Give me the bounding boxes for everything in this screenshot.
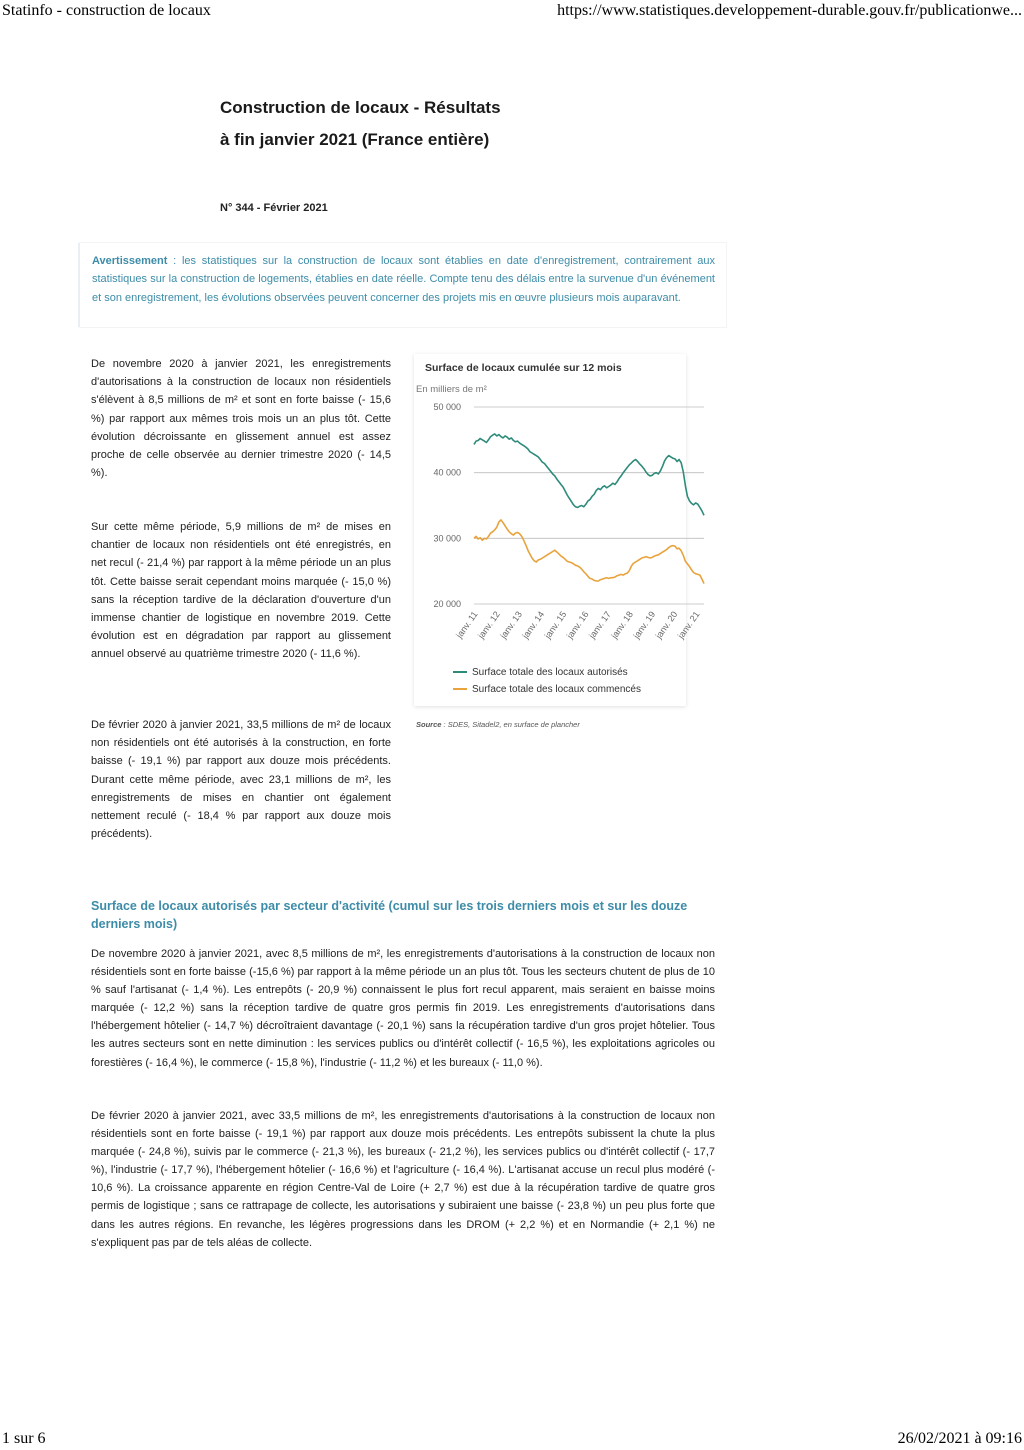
column-paragraph-3: De février 2020 à janvier 2021, 33,5 millions de m² de locaux non résidentiels ont été autorisés à la construction, en forte baisse (- 19,1 %) par rapport aux douze mois précédents. Durant cette même période, avec 23,1 millions de m², les enregistrements de mises en chantier ont également nettement reculé (- 18,4 % par rapport aux douze mois précédents). — [91, 719, 391, 841]
y-tick-label: 20 000 — [433, 599, 461, 609]
x-tick-label: janv. 12 — [475, 609, 502, 641]
page-url-header: https://www.statistiques.developpement-durable.gouv.fr/publicationwe... — [557, 2, 1022, 19]
legend-label-autorises: Surface totale des locaux autorisés — [472, 667, 628, 678]
legend-swatch-autorises — [453, 671, 467, 673]
x-tick-label: janv. 11 — [454, 609, 480, 640]
legend-swatch-commences — [453, 688, 467, 690]
warning-box — [80, 243, 726, 327]
x-tick-label: janv. 21 — [675, 609, 702, 641]
document-title-line1: Construction de locaux - Résultats — [220, 98, 501, 117]
x-tick-label: janv. 18 — [609, 609, 636, 641]
y-tick-label: 30 000 — [433, 533, 461, 544]
column-paragraph-2: Sur cette même période, 5,9 millions de m² de mises en chantier de locaux non résidentiels ont été enregistrés, en net recul (- 21,4 %) par rapport à la même période un an plus tôt. Cette baisse serait cependant moins marquée (- 15,0 %) sans la réception tardive de la déclaration d'ouverture d'un immense chantier de logistique en novembre 2019. Cette évolution est en dégradation par rapport au glissement annuel observé au quatrième trimestre 2020 (- 11,6 %). — [91, 521, 391, 661]
x-tick-label: janv. 13 — [498, 609, 525, 641]
series-line-commences — [474, 520, 704, 584]
document-title — [220, 92, 640, 156]
page-count-footer: 1 sur 6 — [2, 1430, 46, 1447]
x-tick-label: janv. 20 — [653, 609, 680, 641]
chart-source — [416, 720, 580, 729]
warning-label: Avertissement — [92, 255, 168, 267]
chart-y-axis-unit: En milliers de m² — [416, 384, 487, 395]
section-heading: Surface de locaux autorisés par secteur d'activité (cumul sur les trois derniers mois et sur les douze derniers mois) — [91, 899, 688, 931]
document-title-line2: à fin janvier 2021 (France entière) — [220, 130, 490, 149]
section-paragraph-1: De novembre 2020 à janvier 2021, avec 8,5 millions de m², les enregistrements d'autorisations à la construction de locaux non résidentiels sont en forte baisse (-15,6 %) par rapport à la même période un an plus tôt. Tous les secteurs chutent de plus de 10 % sauf l'artisanat (- 1,4 %). Les entrepôts (- 20,9 %) connaissent le plus fort recul apparent, mais seraient en baisse moins marquée (- 12,2 %) sans la réception tardive de quatre gros permis fin 2019. Les enregistrements d'autorisations dans l'hébergement hôtelier (- 14,7 %) décroîtraient davantage (- 20,1 %) sans la récupération tardive d'un gros projet hôtelier. Tous les autres secteurs sont en nette diminution : les services publics ou d'intérêt collectif (- 16,5 %), les exploitations agricoles ou forestières (- 16,4 %), le commerce (- 15,8 %), l'industrie (- 11,2 %) et les bureaux (- 11,0 %). — [91, 948, 715, 1069]
x-tick-label: janv. 15 — [542, 609, 569, 641]
chart-source-text: : SDES, Sitadel2, en surface de plancher — [441, 720, 580, 729]
legend-label-commences: Surface totale des locaux commencés — [472, 684, 641, 695]
legend-item-autorises — [453, 667, 628, 678]
section-paragraph-2: De février 2020 à janvier 2021, avec 33,5 millions de m², les enregistrements d'autorisations à la construction de locaux non résidentiels sont en forte baisse (- 19,1 %) par rapport aux douze mois précédents. Les entrepôts subissent la chute la plus marquée (- 24,8 %), suivis par le commerce (- 21,3 %), les bureaux (- 21,2 %), les services publics ou d'intérêt collectif (- 17,7 %), l'industrie (- 17,7 %), l'hébergement hôtelier (- 16,6 %) et l'agriculture (- 16,4 %). L'artisanat accuse un recul plus modéré (- 10,6 %). La croissance apparente en région Centre-Val de Loire (+ 2,7 %) est due à la récupération tardive de quatre gros permis de logistique ; sans ce rattrapage de collecte, les autorisations y subiraient une baisse (- 23,8 %) un peu plus forte que dans les autres régions. En revanche, les légères progressions dans les DROM (+ 2,2 %) et en Normandie (+ 2,1 %) ne s'expliquent pas par de tels aléas de collecte. — [91, 1110, 715, 1249]
line-chart — [410, 390, 710, 690]
x-tick-label: janv. 16 — [564, 609, 591, 641]
page-title-header: Statinfo - construction de locaux — [2, 2, 211, 19]
x-tick-label: janv. 17 — [586, 609, 613, 641]
y-tick-label: 50 000 — [433, 402, 461, 412]
series-line-autorises — [474, 434, 704, 515]
x-tick-label: janv. 14 — [520, 609, 547, 641]
warning-text: : les statistiques sur la construction de locaux sont établies en date d'enregistrement, contrairement aux statistiques sur la construction de logements, établies en date réelle. Compte tenu des délais entre la survenue d'un événement et son enregistrement, les évolutions observées peuvent concerner des projets mis en œuvre plusieurs mois auparavant. — [92, 255, 715, 304]
column-paragraph-1: De novembre 2020 à janvier 2021, les enregistrements d'autorisations à la construction de locaux non résidentiels s'élèvent à 8,5 millions de m² et sont en forte baisse (- 15,6 %) par rapport aux mêmes trois mois un an plus tôt. Cette évolution décroissante en glissement annuel est assez proche de celle observée au dernier trimestre 2020 (- 14,5 %). — [91, 358, 391, 480]
y-tick-label: 40 000 — [433, 467, 461, 478]
print-datetime-footer: 26/02/2021 à 09:16 — [897, 1430, 1022, 1447]
warning-text-block — [92, 252, 715, 307]
legend-item-commences — [453, 684, 641, 695]
chart-source-label: Source — [416, 720, 442, 729]
x-tick-label: janv. 19 — [631, 609, 658, 641]
chart-title: Surface de locaux cumulée sur 12 mois — [425, 362, 622, 374]
issue-number: N° 344 - Février 2021 — [220, 202, 328, 214]
